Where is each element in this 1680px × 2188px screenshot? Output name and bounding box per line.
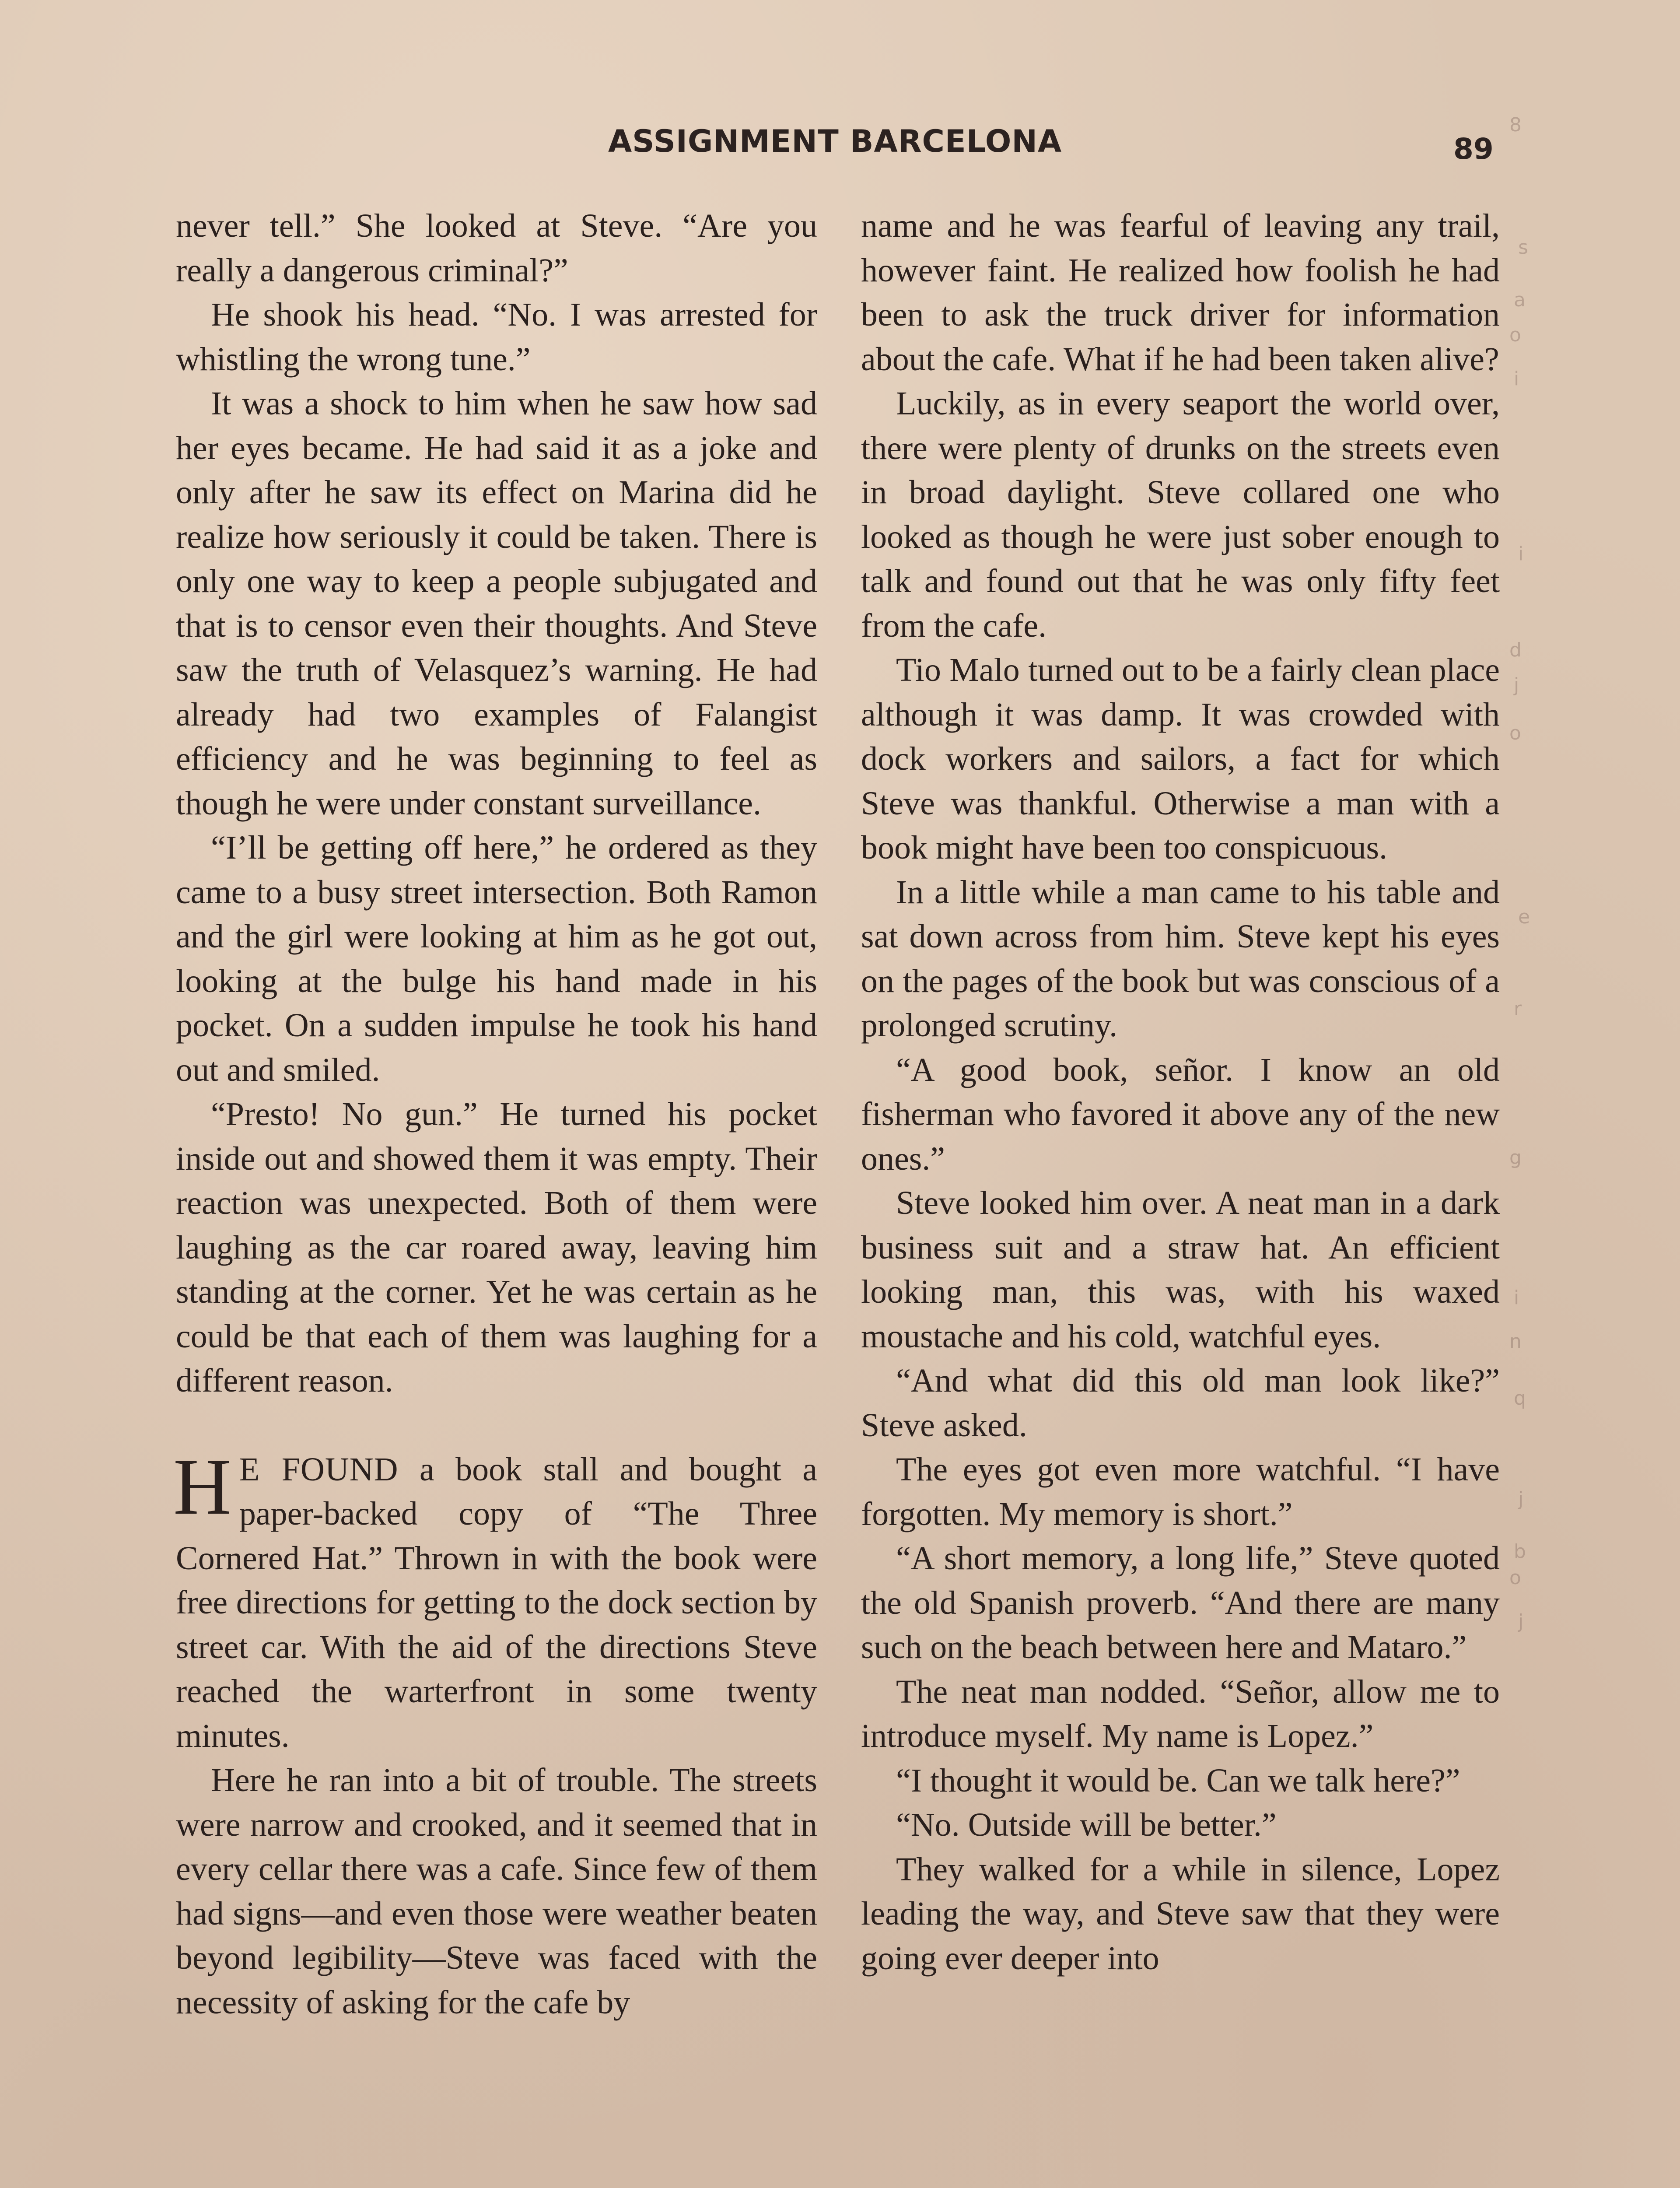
section-break xyxy=(176,1403,817,1448)
paragraph: “I’ll be getting off here,” he ordered as they came to a busy street intersection. Both Ramon and the girl were looking at him as he got out, looking at the bulge his hand made in his pocket. On a sudden impulse he took his hand out and smiled. xyxy=(176,829,817,1088)
paragraph: They walked for a while in silence, Lopez leading the way, and Steve saw that they were going ever deeper into xyxy=(861,1851,1500,1977)
paragraph: name and he was fearful of leaving any trail, however faint. He realized how foolish he had been to ask the truck driver for information about the cafe. What if he had been taken alive? xyxy=(861,207,1500,378)
paragraph: “Presto! No gun.” He turned his pocket inside out and showed them it was empty. Their reaction was unexpected. Both of them were laughing as the car roared away, leaving him standing at the corner. Yet he was certain as he could be that each of them was laughing for a different reason. xyxy=(176,1096,817,1399)
lead-in-words: E FOUND xyxy=(239,1451,399,1488)
right-column xyxy=(861,204,1500,1981)
paragraph: In a little while a man came to his table and sat down across from him. Steve kept his eyes on the pages of the book but was conscious of a prolonged scrutiny. xyxy=(861,873,1500,1044)
paragraph: “And what did this old man look like?” Steve asked. xyxy=(861,1362,1500,1444)
left-column xyxy=(173,204,818,2025)
paragraph: The neat man nodded. “Señor, allow me to introduce myself. My name is Lopez.” xyxy=(861,1673,1500,1754)
paragraph: “I thought it would be. Can we talk here?” xyxy=(896,1762,1460,1799)
paragraph: “No. Outside will be better.” xyxy=(896,1806,1277,1843)
paragraph: It was a shock to him when he saw how sad her eyes became. He had said it as a joke and only after he saw its effect on Marina did he realize how seriously it could be taken. There is only one way to keep a people subjugated and that is to censor even their thoughts. And Steve saw the truth of Velasquez’s warning. He had already had two examples of Falangist efficiency and he was beginning to feel as though he were under constant surveillance. xyxy=(176,385,817,822)
paragraph: “A good book, señor. I know an old fisherman who favored it above any of the new ones.” xyxy=(861,1051,1500,1177)
page-number: 89 xyxy=(1453,132,1494,166)
paragraph: “A short memory, a long life,” Steve quoted the old Spanish proverb. “And there are many such on the beach between here and Mataro.” xyxy=(861,1540,1500,1666)
section-opening-paragraph xyxy=(173,1441,818,1759)
paragraph: The eyes got even more watchful. “I have forgotten. My memory is short.” xyxy=(861,1451,1500,1532)
drop-cap: H xyxy=(173,1441,231,1531)
paragraph: Tio Malo turned out to be a fairly clean place although it was damp. It was crowded with dock workers and sailors, a fact for which Steve was thankful. Otherwise a man with a book might have been too conspicuous. xyxy=(861,652,1500,866)
paragraph: Steve looked him over. A neat man in a dark business suit and a straw hat. An efficient looking man, this was, with his waxed moustache and his cold, watchful eyes. xyxy=(861,1185,1500,1355)
paragraph: Here he ran into a bit of trouble. The streets were narrow and crooked, and it seemed that in every cellar there was a cafe. Since few of them had signs—and even those were weather beaten beyond legibility—Steve was faced with the necessity of asking for the cafe by xyxy=(176,1762,817,2021)
show-through-marks: 8 s a o i i d j o e r g i n q j b o j xyxy=(1509,114,1530,1633)
paragraph: He shook his head. “No. I was arrested for whistling the wrong tune.” xyxy=(176,296,817,378)
paragraph: Luckily, as in every seaport the world over, there were plenty of drunks on the streets even in broad daylight. Steve collared one who looked as though he were just sober enough to talk and found out that he was only fifty feet from the cafe. xyxy=(861,385,1500,644)
running-head-title: ASSIGNMENT BARCELONA xyxy=(608,123,1062,159)
paragraph: never tell.” She looked at Steve. “Are you really a dangerous criminal?” xyxy=(176,207,817,289)
paragraph-text: a book stall and bought a paper-backed copy of “The Three Cornered Hat.” Thrown in with the book were free directions for getting to the dock section by street car. With the aid of the directions Steve reached the warterfront in some twenty minutes. xyxy=(176,1451,818,1754)
